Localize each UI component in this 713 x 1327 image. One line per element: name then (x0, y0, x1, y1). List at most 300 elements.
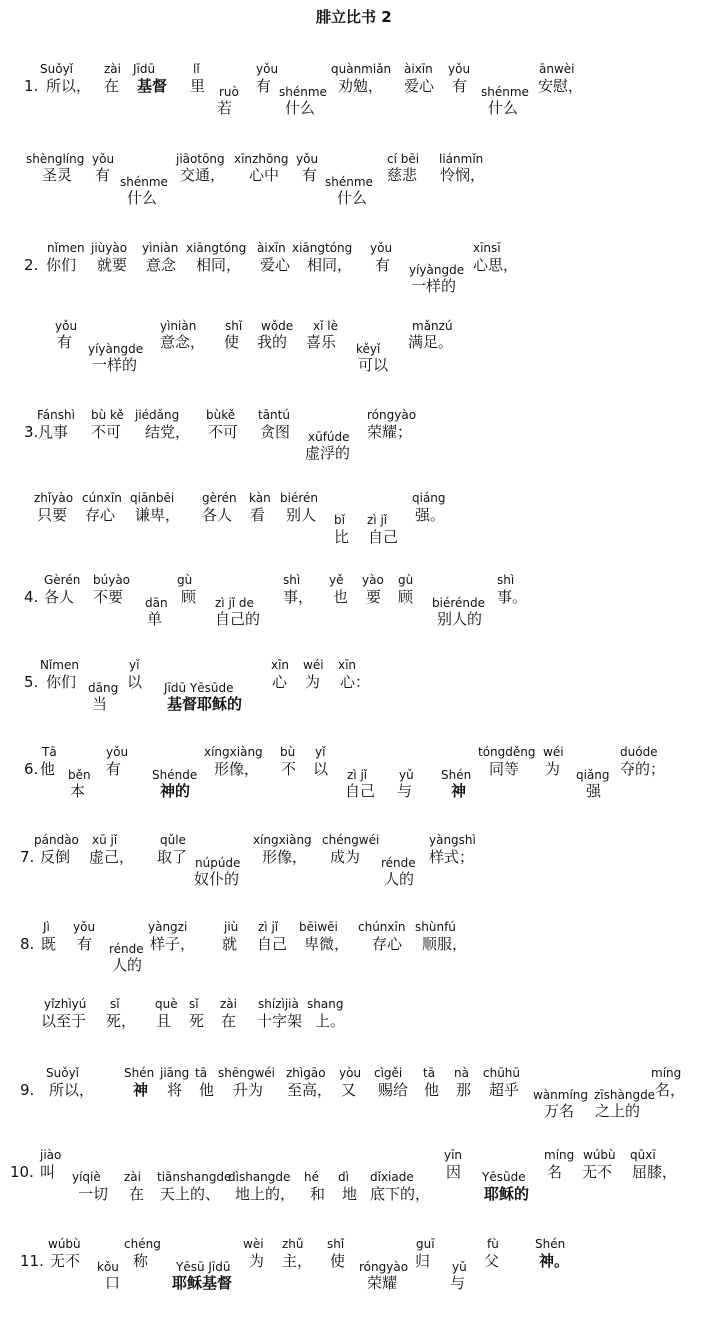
pinyin: rénde (109, 942, 144, 956)
pinyin: jiào (40, 1148, 62, 1162)
hanzi: 自己的 (215, 610, 261, 628)
pinyin: róngyào (367, 408, 417, 422)
hanzi: 形像， (262, 848, 308, 866)
pinyin: Yēsū Jīdū (176, 1260, 231, 1274)
pinyin: dì (338, 1170, 349, 1184)
pinyin: yào (362, 573, 384, 587)
hanzi: 你们 (46, 673, 77, 691)
pinyin: yòu (339, 1066, 362, 1080)
verse-number: 5. (24, 673, 39, 691)
hanzi: 自己 (257, 935, 288, 953)
pinyin: míng (651, 1066, 682, 1080)
hanzi: 一切 (78, 1185, 109, 1203)
pinyin: xiāngtóng (186, 241, 247, 255)
pinyin: chéngwéi (322, 833, 380, 847)
hanzi: 相同， (196, 256, 242, 274)
hanzi: 一样的 (411, 277, 457, 295)
hanzi: 虚己， (89, 848, 135, 866)
pinyin: gù (177, 573, 193, 587)
pinyin: yǒu (448, 62, 471, 76)
hanzi: 一样的 (92, 356, 138, 374)
hanzi: 事， (283, 588, 314, 606)
verse-number: 6. (24, 760, 39, 778)
pinyin: yǒu (296, 152, 319, 166)
hanzi: 同等 (489, 760, 520, 778)
pinyin: Yēsūde (482, 1170, 526, 1184)
hanzi: 强 (586, 782, 602, 800)
pinyin: zīshàngde (594, 1088, 656, 1102)
pinyin: bǐ (334, 513, 345, 527)
hanzi: 名， (655, 1081, 686, 1099)
pinyin: núpúde (195, 856, 241, 870)
pinyin: búyào (93, 573, 131, 587)
hanzi: 别人的 (437, 610, 483, 628)
hanzi: 自己 (368, 528, 399, 546)
hanzi: 各人 (44, 588, 75, 606)
hanzi: 死 (189, 1012, 205, 1030)
hanzi: 自己 (345, 782, 376, 800)
hanzi: 天上的、 (160, 1185, 221, 1203)
pinyin: yíqiè (72, 1170, 101, 1184)
hanzi: 在 (104, 77, 120, 95)
pinyin: dāng (88, 681, 119, 695)
hanzi: 事。 (497, 588, 528, 606)
pinyin: Suǒyǐ (46, 1066, 79, 1080)
pinyin: yǒu (370, 241, 393, 255)
hanzi: 与 (450, 1274, 466, 1292)
hanzi: 样子， (150, 935, 196, 953)
pinyin: jiāng (160, 1066, 190, 1080)
pinyin: duóde (620, 745, 658, 759)
hanzi: 安慰， (538, 77, 584, 95)
hanzi: 反倒 (40, 848, 71, 866)
pinyin: Jīdū Yēsūde (164, 681, 234, 695)
pinyin: zì jǐ de (215, 596, 254, 610)
pinyin: dìshangde (228, 1170, 291, 1184)
hanzi: 人的 (112, 956, 143, 974)
hanzi: 有 (452, 77, 468, 95)
pinyin: Shénde (152, 768, 198, 782)
hanzi: 死， (106, 1012, 137, 1030)
hanzi-emphasis: 基督耶稣的 (167, 695, 243, 713)
hanzi: 劝勉， (338, 77, 384, 95)
hanzi: 为 (545, 760, 561, 778)
pinyin: xīn (338, 658, 357, 672)
verse-number: 4. (24, 588, 39, 606)
hanzi: 形像， (214, 760, 260, 778)
verse-number: 2. (24, 256, 39, 274)
pinyin: shì (283, 573, 301, 587)
hanzi: 什么 (337, 189, 368, 207)
verse-number: 11. (20, 1252, 44, 1270)
pinyin: xū jǐ (92, 833, 118, 847)
pinyin: xīn (271, 658, 290, 672)
hanzi: 若 (217, 99, 233, 117)
pinyin: tóngděng (478, 745, 536, 759)
hanzi: 只要 (37, 506, 68, 524)
pinyin: Jīdū (133, 62, 156, 76)
pinyin: Nǐmen (40, 658, 79, 672)
pinyin: yǔ (399, 768, 414, 782)
pinyin: chéng (124, 1237, 161, 1251)
hanzi: 他 (424, 1081, 440, 1099)
hanzi: 心思， (473, 256, 519, 274)
hanzi: 交通， (180, 166, 226, 184)
hanzi: 比 (334, 528, 350, 546)
pinyin: què (155, 997, 178, 1011)
hanzi: 主， (282, 1252, 313, 1270)
pinyin: zài (104, 62, 121, 76)
pinyin: ruò (219, 85, 239, 99)
pinyin: yǒu (73, 920, 96, 934)
hanzi: 顾 (398, 588, 414, 606)
pinyin: Shén (124, 1066, 155, 1080)
hanzi: 有 (95, 166, 111, 184)
hanzi: 顾 (181, 588, 197, 606)
pinyin: Shén (535, 1237, 566, 1251)
pinyin: wànmíng (533, 1088, 589, 1102)
hanzi: 强。 (415, 506, 446, 524)
pinyin: shǐ (327, 1237, 345, 1251)
hanzi: 无不 (582, 1163, 613, 1181)
pinyin: fù (487, 1237, 499, 1251)
pinyin: cìgěi (374, 1066, 403, 1080)
pinyin: Suǒyǐ (40, 62, 73, 76)
hanzi: 不可 (208, 423, 239, 441)
pinyin: shǐ (225, 319, 243, 333)
pinyin: yǔ (452, 1260, 467, 1274)
pinyin: shang (307, 997, 344, 1011)
pinyin: yíyàngde (88, 342, 144, 356)
hanzi: 有 (302, 166, 318, 184)
pinyin: běn (68, 768, 91, 782)
pinyin: cúnxīn (82, 491, 122, 505)
hanzi: 超乎 (489, 1081, 520, 1099)
hanzi: 凡事 (38, 423, 69, 441)
hanzi: 顺服， (422, 935, 468, 953)
hanzi: 不要 (93, 588, 124, 606)
hanzi: 爱心 (404, 77, 435, 95)
hanzi: 不可 (91, 423, 122, 441)
pinyin: jiùyào (91, 241, 128, 255)
pinyin: xūfúde (308, 430, 350, 444)
hanzi: 归 (415, 1252, 431, 1270)
pinyin: qǔle (160, 833, 186, 847)
hanzi: 可以 (358, 356, 389, 374)
pinyin: qiǎng (576, 768, 610, 782)
pinyin: sǐ (110, 997, 120, 1011)
hanzi: 无不 (50, 1252, 81, 1270)
hanzi: 既 (41, 935, 57, 953)
hanzi: 就 (222, 935, 238, 953)
pinyin: ānwèi (539, 62, 575, 76)
pinyin: wéi (303, 658, 324, 672)
hanzi: 荣耀 (367, 1274, 398, 1292)
hanzi: 因 (446, 1163, 462, 1181)
pinyin: shénme (120, 175, 168, 189)
pinyin: zì jǐ (258, 920, 279, 934)
pinyin: tā (195, 1066, 208, 1080)
page-title: 腓立比书 2 (316, 8, 392, 26)
hanzi: 升为 (233, 1081, 264, 1099)
hanzi: 什么 (285, 99, 316, 117)
hanzi: 名 (547, 1163, 563, 1181)
hanzi: 他 (199, 1081, 215, 1099)
hanzi: 意念 (146, 256, 177, 274)
hanzi: 爱心 (260, 256, 291, 274)
pinyin: bù kě (91, 408, 124, 422)
hanzi: 各人 (202, 506, 233, 524)
hanzi: 要 (366, 588, 382, 606)
pinyin: shùnfú (415, 920, 456, 934)
hanzi: 那 (456, 1081, 472, 1099)
pinyin: tāntú (258, 408, 290, 422)
hanzi: 在 (221, 1012, 237, 1030)
pinyin: mǎnzú (412, 319, 453, 333)
hanzi: 夺的； (620, 760, 666, 778)
pinyin: zài (124, 1170, 141, 1184)
pinyin: sǐ (189, 997, 199, 1011)
pinyin: shènglíng (26, 152, 85, 166)
hanzi: 喜乐 (306, 333, 337, 351)
pinyin: chúnxīn (358, 920, 406, 934)
pinyin: yíyàngde (409, 263, 465, 277)
pinyin: yǐ (315, 745, 326, 759)
pinyin: rénde (381, 856, 416, 870)
hanzi: 什么 (127, 189, 158, 207)
hanzi: 我的 (257, 333, 288, 351)
pinyin: Tā (42, 745, 57, 759)
pinyin: àixīn (257, 241, 286, 255)
pinyin: róngyào (359, 1260, 409, 1274)
pinyin: gèrén (202, 491, 237, 505)
hanzi: 底下的， (370, 1185, 431, 1203)
hanzi: 谦卑， (135, 506, 181, 524)
hanzi: 和 (310, 1185, 326, 1203)
hanzi: 样式； (429, 848, 475, 866)
pinyin: xíngxiàng (204, 745, 263, 759)
hanzi: 圣灵 (42, 166, 73, 184)
hanzi: 将 (167, 1081, 183, 1099)
hanzi: 你们 (46, 256, 77, 274)
hanzi: 至高， (287, 1081, 333, 1099)
pinyin: zhìgāo (286, 1066, 326, 1080)
pinyin: xǐ lè (313, 319, 338, 333)
hanzi: 人的 (384, 870, 415, 888)
pinyin: zhǔ (282, 1237, 304, 1251)
pinyin: wúbù (48, 1237, 81, 1251)
hanzi: 怜悯， (440, 166, 486, 184)
hanzi: 有 (256, 77, 272, 95)
hanzi: 又 (341, 1081, 357, 1099)
pinyin: Jì (43, 920, 50, 934)
hanzi: 也 (333, 588, 349, 606)
hanzi: 地上的， (235, 1185, 296, 1203)
pinyin: biérénde (432, 596, 485, 610)
pinyin: shì (497, 573, 515, 587)
pinyin: xīnzhōng (234, 152, 289, 166)
pinyin: míng (544, 1148, 575, 1162)
hanzi-emphasis: 耶稣基督 (172, 1274, 233, 1292)
hanzi: 万名 (544, 1102, 575, 1120)
pinyin: tiānshangde (157, 1170, 232, 1184)
hanzi: 里 (190, 77, 206, 95)
hanzi: 以 (313, 760, 329, 778)
pinyin: liánmǐn (439, 152, 484, 166)
pinyin: bēiwēi (299, 920, 338, 934)
pinyin: yàngzi (148, 920, 188, 934)
hanzi: 卑微， (304, 935, 350, 953)
pinyin: pándào (34, 833, 79, 847)
hanzi-emphasis: 神 (133, 1081, 149, 1099)
pinyin: nà (454, 1066, 469, 1080)
hanzi: 在 (129, 1185, 145, 1203)
hanzi: 意念， (160, 333, 206, 351)
pinyin: kǒu (97, 1260, 119, 1274)
hanzi: 之上的 (595, 1102, 641, 1120)
pinyin: wúbù (583, 1148, 616, 1162)
hanzi: 父 (484, 1252, 500, 1270)
hanzi: 地 (342, 1185, 358, 1203)
pinyin: bùkě (206, 408, 236, 422)
hanzi: 就要 (97, 256, 128, 274)
hanzi: 心： (340, 673, 371, 691)
pinyin: lǐ (193, 62, 200, 76)
pinyin: shénme (481, 85, 529, 99)
hanzi-emphasis: 神。 (539, 1252, 570, 1270)
pinyin: yìniàn (142, 241, 179, 255)
pinyin: wǒde (261, 319, 294, 333)
hanzi: 看 (250, 506, 266, 524)
pinyin: jiù (224, 920, 239, 934)
pinyin: qiānbēi (130, 491, 175, 505)
pinyin: hé (304, 1170, 319, 1184)
pinyin: àixīn (404, 62, 433, 76)
hanzi: 不 (281, 760, 297, 778)
hanzi: 虚浮的 (305, 444, 351, 462)
hanzi-emphasis: 耶稣的 (484, 1185, 530, 1203)
pinyin: guī (416, 1237, 435, 1251)
hanzi: 与 (397, 782, 413, 800)
pinyin: dān (145, 596, 168, 610)
hanzi: 叫 (40, 1163, 56, 1181)
hanzi: 以至于 (41, 1012, 87, 1030)
hanzi-emphasis: 神的 (160, 782, 191, 800)
pinyin: xiāngtóng (292, 241, 353, 255)
pinyin: yīn (444, 1148, 463, 1162)
hanzi-emphasis: 基督 (137, 77, 168, 95)
pinyin: zài (220, 997, 237, 1011)
pinyin: yǒu (92, 152, 115, 166)
pinyin: tā (423, 1066, 436, 1080)
hanzi: 使 (330, 1252, 346, 1270)
hanzi: 贪图 (260, 423, 291, 441)
hanzi: 什么 (488, 99, 519, 117)
pinyin: wéi (543, 745, 564, 759)
pinyin: zì jǐ (347, 768, 368, 782)
hanzi: 称 (133, 1252, 149, 1270)
hanzi: 本 (70, 782, 86, 800)
hanzi: 当 (92, 695, 108, 713)
pinyin: qūxī (630, 1148, 656, 1162)
hanzi: 存心 (372, 935, 403, 953)
verse-number: 9. (20, 1081, 35, 1099)
pinyin: yǒu (55, 319, 78, 333)
verse-number: 8. (20, 935, 35, 953)
hanzi: 他 (40, 760, 56, 778)
pinyin: qiáng (412, 491, 446, 505)
pinyin: shénme (279, 85, 327, 99)
pinyin: wèi (243, 1237, 264, 1251)
pinyin: yě (329, 573, 344, 587)
hanzi: 赐给 (378, 1081, 409, 1099)
pinyin: yàngshì (429, 833, 476, 847)
pinyin: cí bēi (387, 152, 420, 166)
pinyin: chūhū (483, 1066, 521, 1080)
hanzi: 慈悲 (387, 166, 418, 184)
pinyin: yìniàn (160, 319, 197, 333)
hanzi: 使 (224, 333, 240, 351)
hanzi: 且 (156, 1012, 172, 1030)
pinyin: jiāotōng (176, 152, 225, 166)
pinyin: gù (398, 573, 414, 587)
verse-number: 10. (10, 1163, 34, 1181)
pinyin: xīnsī (473, 241, 501, 255)
hanzi: 心 (272, 673, 288, 691)
hanzi: 以 (127, 673, 143, 691)
hanzi: 为 (249, 1252, 265, 1270)
pinyin: yǒu (106, 745, 129, 759)
pinyin: yǐzhìyú (44, 997, 87, 1011)
pinyin: Fánshì (37, 408, 75, 422)
hanzi: 成为 (330, 848, 361, 866)
pinyin: xíngxiàng (253, 833, 312, 847)
pinyin: quànmiǎn (331, 62, 392, 76)
hanzi: 有 (57, 333, 73, 351)
pinyin: shēngwéi (218, 1066, 275, 1080)
hanzi: 单 (147, 610, 163, 628)
hanzi: 屈膝， (632, 1163, 678, 1181)
hanzi: 别人 (286, 506, 317, 524)
pinyin: kàn (249, 491, 271, 505)
pinyin: zhǐyào (34, 491, 74, 505)
pinyin: dǐxiade (370, 1170, 414, 1184)
hanzi-emphasis: 神 (451, 782, 467, 800)
hanzi: 心中 (249, 166, 280, 184)
hanzi: 为 (305, 673, 321, 691)
pinyin: bù (280, 745, 296, 759)
hanzi: 有 (106, 760, 122, 778)
hanzi: 相同， (307, 256, 353, 274)
hanzi: 满足。 (408, 333, 454, 351)
pinyin: zì jǐ (367, 513, 388, 527)
hanzi: 所以， (46, 77, 92, 95)
verse-number: 1. (24, 77, 39, 95)
hanzi: 取了 (157, 848, 188, 866)
pinyin: yǐ (129, 658, 140, 672)
hanzi: 荣耀； (367, 423, 413, 441)
hanzi: 结党， (145, 423, 191, 441)
hanzi: 口 (105, 1274, 121, 1292)
pinyin: kěyǐ (356, 342, 381, 356)
pinyin: Shén (441, 768, 472, 782)
hanzi: 有 (375, 256, 391, 274)
pinyin: shénme (325, 175, 373, 189)
hanzi: 所以， (49, 1081, 95, 1099)
pinyin: jiédǎng (135, 408, 180, 422)
pinyin: Gèrén (44, 573, 81, 587)
hanzi: 奴仆的 (194, 870, 240, 888)
